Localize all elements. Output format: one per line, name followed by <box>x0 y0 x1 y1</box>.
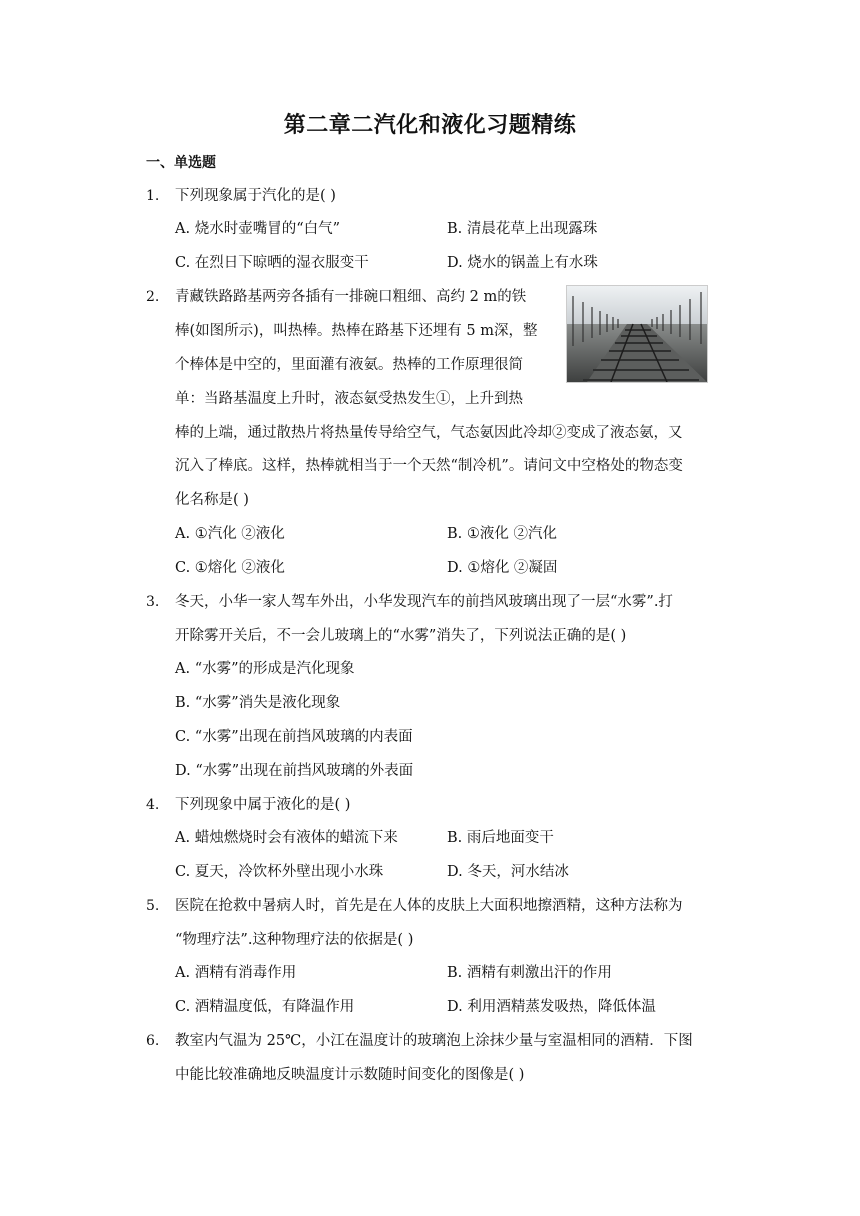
option-b: B. 酒精有刺激出汗的作用 <box>447 965 612 981</box>
option-d: D. “水雾”出现在前挡风玻璃的外表面 <box>175 763 414 779</box>
question-text: 化名称是( ) <box>175 492 249 508</box>
option-d: D. 利用酒精蒸发吸热，降低体温 <box>447 999 656 1015</box>
option-a: A. 酒精有消毒作用 <box>175 965 297 981</box>
option-a: A. 蜡烛燃烧时会有液体的蜡流下来 <box>175 830 398 846</box>
option-b: B. “水雾”消失是液化现象 <box>175 695 341 711</box>
option-c: C. 夏天，冷饮杯外壁出现小水珠 <box>175 864 384 880</box>
option-c: C. 酒精温度低，有降温作用 <box>175 999 355 1015</box>
question-text: 医院在抢救中暑病人时，首先是在人体的皮肤上大面积地擦酒精，这种方法称为 <box>175 898 683 914</box>
option-c: C. “水雾”出现在前挡风玻璃的内表面 <box>175 729 413 745</box>
question-number: 2. <box>146 289 160 305</box>
option-b: B. 雨后地面变干 <box>447 830 554 846</box>
option-a: A. ①汽化 ②液化 <box>175 526 285 542</box>
option-b: B. 清晨花草上出现露珠 <box>447 221 598 237</box>
question-number: 6. <box>146 1033 160 1049</box>
question-text: 开除雾开关后，不一会儿玻璃上的“水雾”消失了，下列说法正确的是( ) <box>175 628 627 644</box>
question-number: 3. <box>146 594 160 610</box>
question-text: 棒(如图所示)，叫热棒。热棒在路基下还埋有 5 m深，整 <box>175 323 538 339</box>
question-text: 中能比较准确地反映温度计示数随时间变化的图像是( ) <box>175 1067 525 1083</box>
question-number: 1. <box>146 188 160 204</box>
option-b: B. ①液化 ②汽化 <box>447 526 557 542</box>
question-text: 冬天，小华一家人驾车外出，小华发现汽车的前挡风玻璃出现了一层“水雾”.打 <box>175 594 673 610</box>
question-number: 4. <box>146 797 160 813</box>
question-text: 青藏铁路路基两旁各插有一排碗口粗细、高约 2 m的铁 <box>175 289 527 305</box>
question-number: 5. <box>146 898 160 914</box>
question-text: 下列现象中属于液化的是( ) <box>175 797 351 813</box>
question-text: 单：当路基温度上升时，液态氨受热发生①，上升到热 <box>175 391 523 407</box>
railway-heat-pipe-photo <box>566 285 708 383</box>
question-text: 棒的上端，通过散热片将热量传导给空气，气态氨因此冷却②变成了液态氨，又 <box>175 425 683 441</box>
question-text: 下列现象属于汽化的是( ) <box>175 188 336 204</box>
section-heading: 一、单选题 <box>146 155 216 171</box>
option-d: D. 冬天，河水结冰 <box>447 864 569 880</box>
question-text: 个棒体是中空的，里面灌有液氨。热棒的工作原理很简 <box>175 357 523 373</box>
question-text: 教室内气温为 25℃，小江在温度计的玻璃泡上涂抹少量与室温相同的酒精．下图 <box>175 1033 693 1049</box>
question-text: 沉入了棒底。这样，热棒就相当于一个天然“制冷机”。请问文中空格处的物态变 <box>175 458 683 474</box>
option-c: C. 在烈日下晾晒的湿衣服变干 <box>175 255 369 271</box>
option-c: C. ①熔化 ②液化 <box>175 560 285 576</box>
question-text: “物理疗法”.这种物理疗法的依据是( ) <box>175 932 414 948</box>
option-d: D. ①熔化 ②凝固 <box>447 560 558 576</box>
worksheet-title: 第二章二汽化和液化习题精练 <box>283 113 577 138</box>
option-a: A. “水雾”的形成是汽化现象 <box>175 661 355 677</box>
option-d: D. 烧水的锅盖上有水珠 <box>447 255 598 271</box>
option-a: A. 烧水时壶嘴冒的“白气” <box>175 221 341 237</box>
